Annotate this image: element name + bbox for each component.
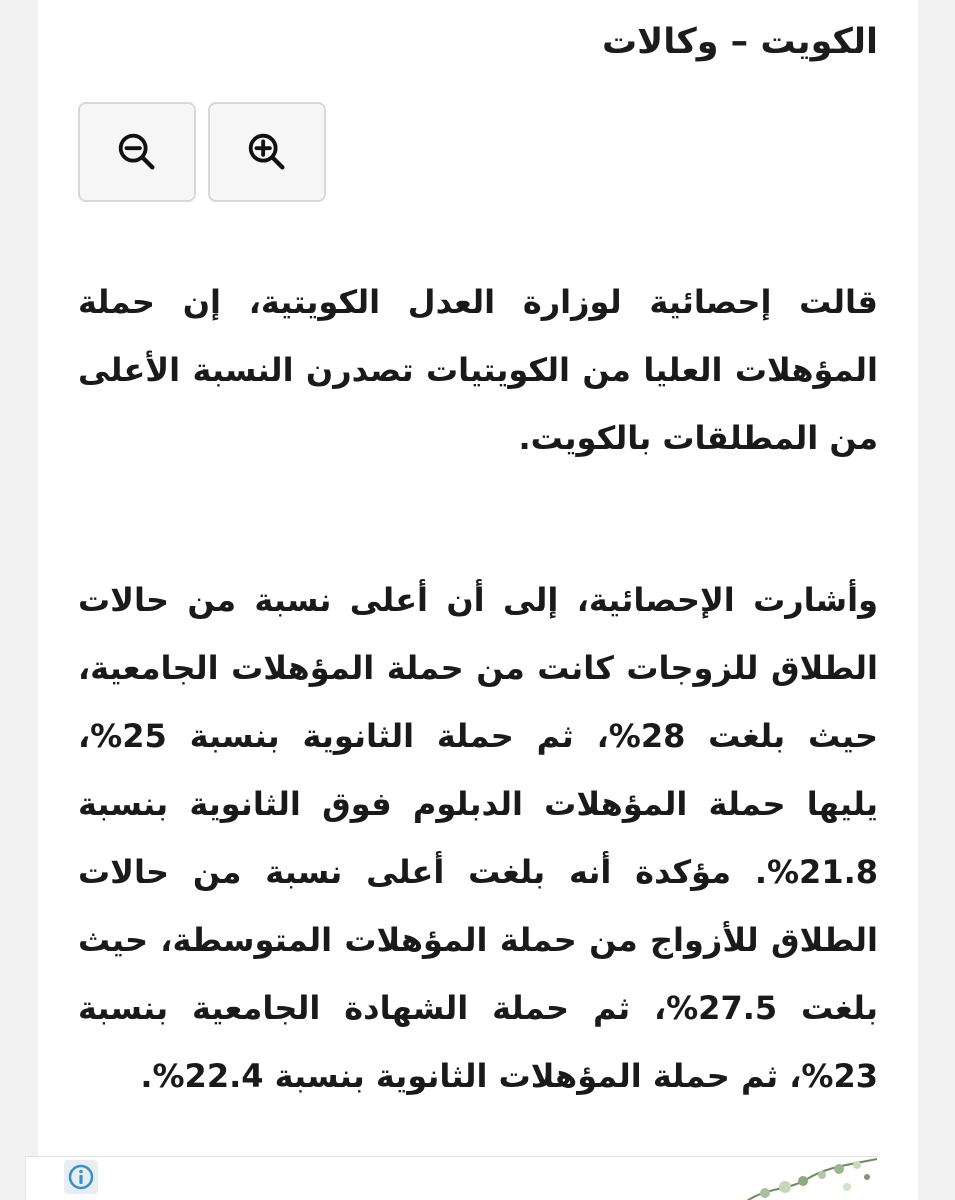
article-page bbox=[38, 0, 918, 1200]
article-paragraph-2: وأشارت الإحصائية، إلى أن أعلى نسبة من حالات الطلاق للزوجات كانت من حملة المؤهلات الجامعية، حيث بلغت 28%، ثم حملة الثانوية بنسبة 25%، يليها حملة المؤهلات الدبلوم فوق الثانوية بنسبة 21.8%. مؤكدة أنه بلغت أعلى نسبة من حالات الطلاق للأزواج من حملة المؤهلات المتوسطة، حيث بلغت 27.5%، ثم حملة الشهادة الجامعية بنسبة 23%، ثم حملة المؤهلات الثانوية بنسبة 22.4%. bbox=[78, 581, 879, 1095]
ad-image[interactable] bbox=[727, 1157, 877, 1200]
article-paragraph-1: قالت إحصائية لوزارة العدل الكويتية، إن حملة المؤهلات العليا من الكويتيات تصدرن النسبة الأعلى من المطلقات بالكويت. bbox=[78, 283, 878, 457]
zoom-in-button[interactable] bbox=[208, 102, 326, 202]
zoom-in-icon bbox=[244, 129, 290, 175]
article-source-line: الكويت – وكالات bbox=[602, 22, 878, 62]
zoom-out-icon bbox=[114, 129, 160, 175]
zoom-out-button[interactable] bbox=[78, 102, 196, 202]
info-icon[interactable] bbox=[64, 1160, 98, 1194]
ad-container[interactable] bbox=[25, 1156, 877, 1200]
